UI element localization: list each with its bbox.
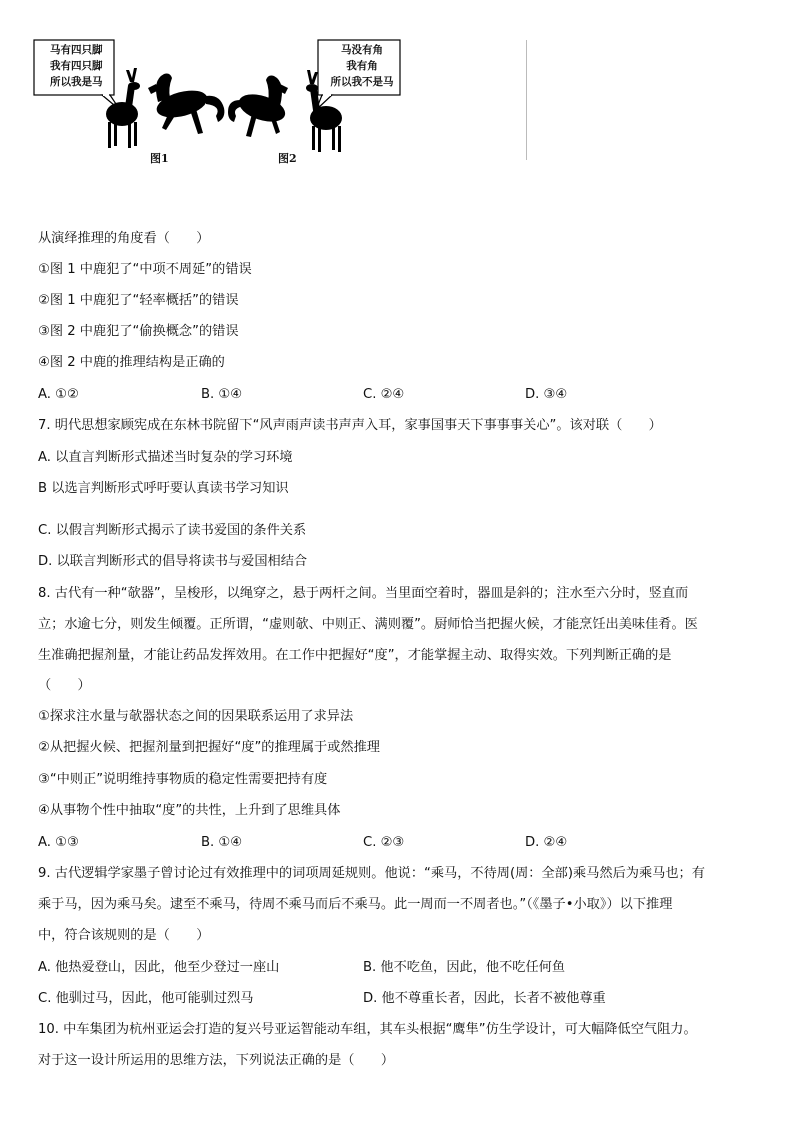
q7-stem: 7. 明代思想家顾宪成在东林书院留下“风声雨声读书声声入耳，家事国事天下事事事关心”。该对联（ ）	[38, 418, 662, 433]
q7-option-a[interactable]: A. 以直言判断形式描述当时复杂的学习环境	[38, 450, 293, 465]
bubble-1-line: 我有四只脚	[50, 60, 103, 72]
q6-option-a[interactable]: A. ①②	[38, 387, 79, 402]
divider-line	[526, 40, 527, 160]
q10-stem-line: 10. 中车集团为杭州亚运会打造的复兴号亚运智能动车组，其车头根据“鹰隼”仿生学设计，可大幅降低空气阻力。	[38, 1022, 697, 1037]
horse-silhouette-1	[148, 74, 224, 135]
bubble-1-text	[50, 42, 120, 90]
q8-option-c[interactable]: C. ②③	[363, 835, 405, 850]
q8-stem-line: 立；水逾七分，则发生倾覆。正所谓，“虚则欹、中则正、满则覆”。厨师恰当把握火候，才能烹饪出美味佳肴。医	[38, 617, 698, 632]
q6-stem: 从演绎推理的角度看（ ）	[38, 231, 210, 246]
bubble-1-line: 所以我是马	[50, 76, 103, 88]
q6-option-d[interactable]: D. ③④	[525, 387, 568, 402]
q7-option-d[interactable]: D. 以联言判断形式的倡导将读书与爱国相结合	[38, 554, 308, 569]
q8-option-b[interactable]: B. ①④	[201, 835, 243, 850]
q6-item: ④图 2 中鹿的推理结构是正确的	[38, 355, 225, 370]
q9-option-b[interactable]: B. 他不吃鱼，因此，他不吃任何鱼	[363, 960, 566, 975]
q9-option-c[interactable]: C. 他驯过马，因此，他可能驯过烈马	[38, 991, 254, 1006]
deer-horse-figure	[30, 36, 530, 176]
q9-options-row-1	[38, 959, 758, 977]
q6-item: ③图 2 中鹿犯了“偷换概念”的错误	[38, 324, 239, 339]
bubble-2-text	[326, 42, 398, 90]
q8-item: ④从事物个性中抽取“度”的共性，上升到了思维具体	[38, 803, 341, 818]
figure-caption-1: 图1	[150, 152, 169, 165]
figure-caption-2: 图2	[278, 152, 297, 165]
q8-stem-line: 生准确把握剂量，才能让药品发挥效用。在工作中把握好“度”，才能掌握主动、取得实效。下列判断正确的是	[38, 648, 672, 663]
q9-options-row-2	[38, 990, 758, 1008]
q6-item: ①图 1 中鹿犯了“中项不周延”的错误	[38, 262, 252, 277]
q6-item: ②图 1 中鹿犯了“轻率概括”的错误	[38, 293, 239, 308]
q8-item: ③“中则正”说明维持事物质的稳定性需要把持有度	[38, 772, 328, 787]
q6-option-b[interactable]: B. ①④	[201, 387, 243, 402]
q7-option-c[interactable]: C. 以假言判断形式揭示了读书爱国的条件关系	[38, 523, 307, 538]
q9-stem-line: 9. 古代逻辑学家墨子曾讨论过有效推理中的词项周延规则。他说：“乘马，不待周(周：全部)乘马然后为乘马也；有	[38, 866, 705, 881]
q8-option-a[interactable]: A. ①③	[38, 835, 79, 850]
q8-stem-line: 8. 古代有一种“欹器”，呈梭形，以绳穿之，悬于两杆之间。当里面空着时，器皿是斜的；注水至六分时，竖直而	[38, 586, 689, 601]
bubble-2-line: 所以我不是马	[330, 76, 394, 88]
bubble-2-line: 我有角	[346, 60, 378, 72]
q9-option-a[interactable]: A. 他热爱登山，因此，他至少登过一座山	[38, 960, 280, 975]
bubble-1-line: 马有四只脚	[50, 44, 103, 56]
q9-stem-line: 乘于马，因为乘马矣。逮至不乘马，待周不乘马而后不乘马。此一周而一不周者也。”（《墨子•小取》）以下推理	[38, 897, 673, 912]
q7-option-b[interactable]: B 以选言判断形式呼吁要认真读书学习知识	[38, 481, 289, 496]
q8-options	[38, 834, 758, 852]
q9-option-d[interactable]: D. 他不尊重长者，因此，长者不被他尊重	[363, 991, 606, 1006]
q8-item: ②从把握火候、把握剂量到把握好“度”的推理属于或然推理	[38, 740, 380, 755]
q8-item: ①探求注水量与欹器状态之间的因果联系运用了求异法	[38, 709, 354, 724]
q10-stem-line: 对于这一设计所运用的思维方法，下列说法正确的是（ ）	[38, 1053, 395, 1068]
bubble-2-line: 马没有角	[341, 44, 383, 56]
q8-option-d[interactable]: D. ②④	[525, 835, 568, 850]
horse-silhouette-2	[228, 76, 289, 138]
q6-option-c[interactable]: C. ②④	[363, 387, 405, 402]
q9-stem-line: 中，符合该规则的是（ ）	[38, 928, 210, 943]
q8-stem-line: （ ）	[38, 678, 91, 693]
q6-options	[38, 386, 758, 404]
